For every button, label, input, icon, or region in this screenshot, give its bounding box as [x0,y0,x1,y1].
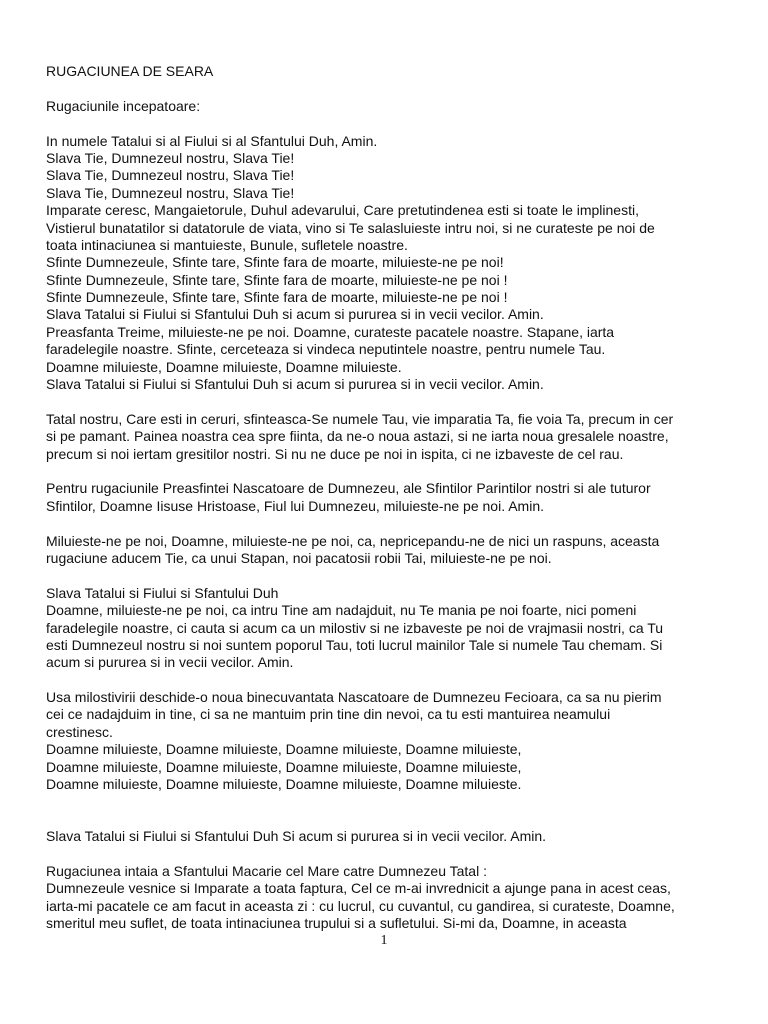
text-line: cei ce nadajduim in tine, ci sa ne mantuim prin tine din nevoi, ca tu esti mantuirea neamului [46,706,611,723]
document-title: RUGACIUNEA DE SEARA [46,63,214,79]
text-line: Pentru rugaciunile Preasfintei Nascatoare de Dumnezeu, ale Sfintilor Parintilor nostri si ale tuturor [46,480,651,497]
text-line: Imparate ceresc, Mangaietorule, Duhul adevarului, Care pretutindenea esti si toate le implinesti, [46,202,639,219]
text-line: Sfinte Dumnezeule, Sfinte tare, Sfinte fara de moarte, miluieste-ne pe noi ! [46,271,508,288]
text-line: Sfinte Dumnezeule, Sfinte tare, Sfinte fara de moarte, miluieste-ne pe noi! [46,254,504,271]
text-line: Slava Tie, Dumnezeul nostru, Slava Tie! [46,184,295,201]
text-line: In numele Tatalui si al Fiului si al Sfantului Duh, Amin. [46,132,378,149]
text-line: Slava Tatalui si Fiului si Sfantului Duh si acum si pururea si in vecii vecilor. Amin. [46,376,544,393]
text-line: Vistierul bunatatilor si datatorule de viata, vino si Te salasluieste intru noi, si ne curateste pe noi de [46,219,655,236]
text-line: Doamne, miluieste-ne pe noi, ca intru Tine am nadajduit, nu Te mania pe noi foarte, nici pomeni [46,602,637,619]
text-line: esti Dumnezeul nostru si noi suntem poporul Tau, toti lucrul mainilor Tale si numele Tau chemam. Si [46,636,663,653]
text-line: Slava Tatalui si Fiului si Sfantului Duh [46,584,279,601]
text-line: toata intinaciunea si mantuieste, Bunule, sufletele noastre. [46,236,408,253]
text-line: acum si pururea si in vecii vecilor. Amin. [46,654,294,671]
paragraph-lords-prayer [46,411,736,463]
text-line: Slava Tatalui si Fiului si Sfantului Duh Si acum si pururea si in vecii vecilor. Amin. [46,828,547,845]
text-line: Dumnezeule vesnice si Imparate a toata faptura, Cel ce m-ai invrednicit a ajunge pana in acest ceas, [46,880,671,897]
paragraph-intercession [46,480,736,515]
paragraph-glory-closing [46,828,736,845]
text-line: Doamne miluieste, Doamne miluieste, Doamne miluieste, Doamne miluieste, [46,758,522,775]
text-line: Sfintilor, Doamne Iisuse Hristoase, Fiul lui Dumnezeu, miluieste-ne pe noi. Amin. [46,497,544,514]
text-line: iarta-mi pacatele ce am facut in aceasta zi : cu lucrul, cu cuvantul, cu gandirea, si curateste, Doamne, [46,897,675,914]
text-line: Slava Tie, Dumnezeul nostru, Slava Tie! [46,167,295,184]
text-line: Slava Tie, Dumnezeul nostru, Slava Tie! [46,149,295,166]
page-number: 1 [380,933,388,948]
text-line: Sfinte Dumnezeule, Sfinte tare, Sfinte fara de moarte, miluieste-ne pe noi ! [46,289,508,306]
text-line: Usa milostivirii deschide-o noua binecuvantata Nascatoare de Dumnezeu Fecioara, ca sa nu pierim [46,689,662,706]
text-line: Doamne miluieste, Doamne miluieste, Doamne miluieste, Doamne miluieste, [46,741,522,758]
document-body [46,63,736,933]
text-line: Doamne miluieste, Doamne miluieste, Doamne miluieste, Doamne miluieste. [46,776,522,793]
text-line: Doamne miluieste, Doamne miluieste, Doamne miluieste. [46,358,402,375]
paragraph-have-mercy [46,533,736,568]
text-line: crestinesc. [46,723,113,740]
paragraph-door-of-mercy [46,689,736,793]
section-heading: Rugaciunile incepatoare: [46,97,201,114]
text-line: smeritul meu suflet, de toata intinaciunea trupului si a sufletului. Si-mi da, Doamne, in aceasta [46,915,627,932]
text-line: faradelegile noastre. Sfinte, cerceteaza si vindeca neputintele noastre, pentru numele Tau. [46,341,606,358]
text-line: si pe pamant. Painea noastra cea spre fiinta, da ne-o noua astazi, si ne iarta noua gresalele noastre, [46,428,669,445]
text-line: rugaciune aducem Tie, ca unui Stapan, noi pacatosii robii Tai, miluieste-ne pe noi. [46,549,552,566]
paragraph-macarie-prayer [46,863,736,933]
text-line: Preasfanta Treime, miluieste-ne pe noi. Doamne, curateste pacatele noastre. Stapane, iarta [46,323,615,340]
text-line: precum si noi iertam gresitilor nostri. Si nu ne duce pe noi in ispita, ci ne izbaveste de cel rau. [46,445,624,462]
text-line: Rugaciunea intaia a Sfantului Macarie cel Mare catre Dumnezeu Tatal : [46,862,487,879]
text-line: faradelegile noastre, ci cauta si acum ca un milostiv si ne izbaveste pe noi de vrajmasii nostri, ca Tu [46,619,664,636]
text-line: Tatal nostru, Care esti in ceruri, sfinteasca-Se numele Tau, vie imparatia Ta, fie voia Ta, precum in cer [46,410,674,427]
text-line: Slava Tatalui si Fiului si Sfantului Duh si acum si pururea si in vecii vecilor. Amin. [46,306,544,323]
paragraph-glory [46,585,736,672]
paragraph-initial-prayers [46,133,736,394]
text-line: Miluieste-ne pe noi, Doamne, miluieste-ne pe noi, ca, nepricepandu-ne de nici un raspuns, aceasta [46,532,660,549]
